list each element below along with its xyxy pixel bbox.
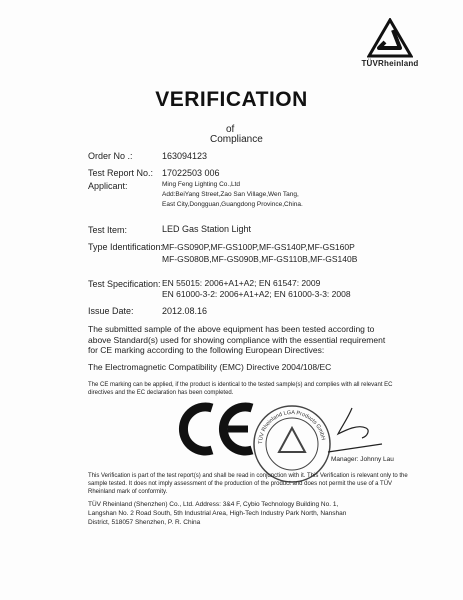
test-item-value: LED Gas Station Light [162, 224, 252, 234]
applicant-line: Ming Feng Lighting Co.,Ltd [162, 181, 241, 188]
type-id-value [162, 241, 357, 265]
subtitle-compliance: Compliance [210, 134, 263, 145]
document-title: VERIFICATION [155, 88, 308, 111]
test-spec-value [162, 278, 351, 300]
report-no-value: 17022503 006 [162, 168, 220, 178]
manager-name: Manager: Johnny Lau [331, 456, 394, 463]
test-spec-label: Test Specification: [88, 279, 161, 289]
compliance-statement: The submitted sample of the above equipment has been tested according to above Standard(s) used for showing compliance with the essential requirement for CE marking according to the following European Directives: [88, 324, 386, 355]
type-id-label: Type Identification: [88, 242, 164, 252]
address-line: TÜV Rheinland (Shenzhen) Co., Ltd. Address: 3&4 F, Cybio Technology Building No. 1, [88, 501, 339, 508]
address-line: District, 518057 Shenzhen, P. R. China [88, 519, 201, 526]
verification-note: This Verification is part of the test report(s) and shall be read in conjunction with it. This Verification is relevant only to the sample tested. It does not imply assessment of the production of the product and does not permit the use of a TÜV Rheinland mark of conformity. [88, 473, 408, 495]
test-item-label: Test Item: [88, 225, 128, 235]
order-no-label: Order No .: [88, 151, 133, 161]
subtitle-of: of [226, 124, 235, 135]
ce-mark-icon [176, 400, 258, 458]
ce-marking-note: The CE marking can be applied, if the product is identical to the tested sample(s) and complies with all relevant EC directives and the EC declaration has been completed. [88, 382, 393, 396]
stamp-text: TÜV Rheinland LGA Products GmbH [257, 409, 326, 445]
type-id-line: MF-GS090P,MF-GS100P,MF-GS140P,MF-GS160P [162, 242, 355, 252]
applicant-value [162, 180, 303, 210]
applicant-line: Add:BeiYang Street,Zao San Village,Wen Tang, [162, 191, 299, 198]
triangle-logo-icon [367, 18, 413, 58]
tuv-logo [340, 18, 440, 68]
logo-brand-text: TÜVRheinland [361, 59, 419, 68]
issuer-address [88, 500, 418, 527]
order-no-value: 163094123 [162, 151, 208, 161]
emc-directive: The Electromagnetic Compatibility (EMC) Directive 2004/108/EC [88, 362, 332, 372]
signature-icon [318, 404, 388, 456]
test-spec-line: EN 55015: 2006+A1+A2; EN 61547: 2009 [162, 278, 321, 288]
applicant-line: East City,Dongguan,Guangdong Province,China. [162, 201, 303, 208]
report-no-label: Test Report No.: [88, 168, 154, 178]
test-spec-line: EN 61000-3-2: 2006+A1+A2; EN 61000-3-3: 2008 [162, 289, 351, 299]
issue-date-value: 2012.08.16 [162, 306, 208, 316]
address-line: Langshan No. 2 Road South, 5th Industrial Area, High-Tech Industry Park North, Nanshan [88, 510, 347, 517]
applicant-label: Applicant: [88, 181, 128, 191]
type-id-line: MF-GS080B,MF-GS090B,MF-GS110B,MF-GS140B [162, 254, 358, 264]
issue-date-label: Issue Date: [88, 306, 134, 316]
